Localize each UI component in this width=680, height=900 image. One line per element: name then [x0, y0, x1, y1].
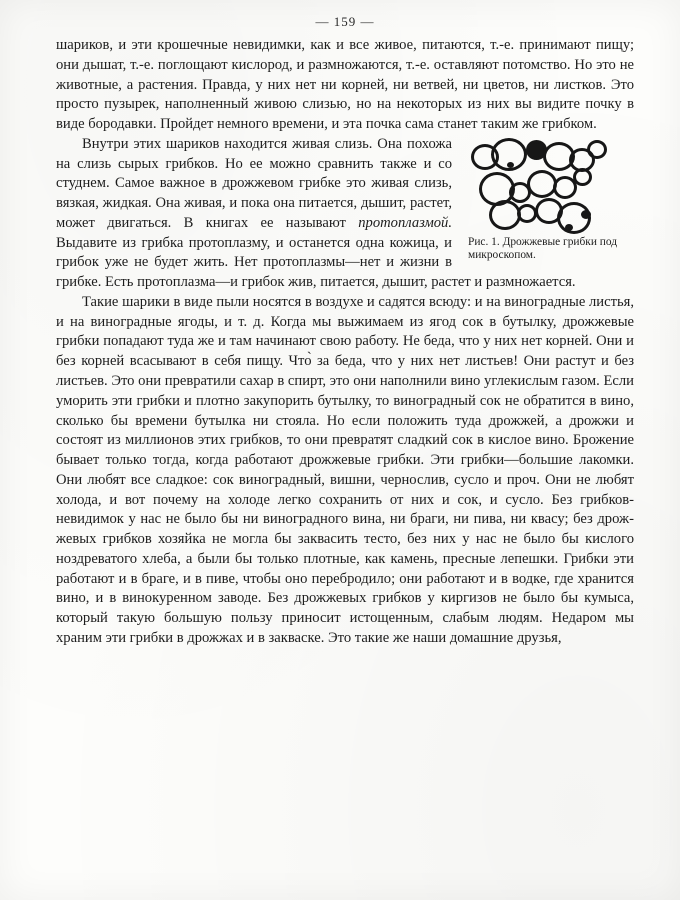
paragraph-2-tail: Выдавите из грибка протоплазму, и останется одна кожица, и грибок уже не будет жить. Нет протоплазмы—нет и жизни в грибке. Есть протоплазма—и грибок жив, питается, дышит, растет и размножается.: [56, 234, 576, 291]
page-body: [56, 36, 634, 649]
figure-caption: Рис. 1. Дрожжевые грибки под микроскопом.: [468, 235, 618, 262]
yeast-microscope-illustration: [469, 138, 629, 233]
paragraph-1: шариков, и эти крошечные невидимки, как и все живое, питаются, т.-е. принимают пищу; они дышат, т.-е. поглощают кислород, и размножаются, т.-е. оставляют потомство. Но это не животные, а растения. Правда, у них нет ни корней, ни ветвей, ни цветов, ни листков. Это просто пузырек, наполненный живою слизью, но на некоторых из них вы видите почку в виде бородавки. Пройдет немного времени, и эта почка сама станет таким же грибком.: [56, 37, 634, 133]
term-protoplasm: протоплазмой.: [358, 214, 452, 231]
paragraph-3: Такие шарики в виде пыли носятся в воздухе и садятся всюду: и на виноградные листья, и на виноградные ягоды, и т. д. Когда мы выжимаем из ягод сок в бутылку, дрожжевые грибки попадают туда же и там начинают свою работу. Не беда, что у них нет корней. Они и без корней всасывают в себя пищу. Что̀ за беда, что у них нет листьев! Они растут и без листьев. Это они превратили сахар в спирт, это они наполнили вино углекислым газом. Если уморить эти грибки и плотно закупорить бутылку, то виноградный сок не обратится в вино, сколько бы времени бутылка ни стояла. Но если положить туда дрожжей, а дрожжи и состоят из миллионов этих грибков, то они превратят сладкий сок в кислое вино. Брожение бывает только тогда, когда работают дрожжевые грибки. Эти грибки—большие лакомки. Они любят все сладкое: сок виноградный, вишни, чернослив, сусло и проч. Они не любят холода, и вот почему на холоде легко сохранить от них и сок, и сусло. Без грибков-невидимок у нас не было бы ни виноградного вина, ни браги, ни пива, ни квасу; без дрожжевых грибков хозяйка не могла бы заквасить тесто, без них у нас не было бы кислого ноздреватого хлеба, а были бы только плотные, как камень, пресные лепешки. Грибки эти работают и в браге, и в пиве, чтобы оно перебродило; они работают и в водке, где хранится вино, и в винокуренном заводе. Без дрожжевых грибков у киргизов не было бы кумыса, который такую большую пользу приносит истощенным, слабым людям. Недаром мы храним эти грибки в дрожжах и в закваске. Это такие же наши домашние друзья,: [56, 293, 634, 646]
page-number: — 159 —: [315, 14, 375, 29]
figure-block: [464, 138, 634, 263]
paragraph-2-lead: Внутри этих шариков находится живая слизь. Она похожа на слизь сырых грибков. Но ее можно сравнить также и со студнем. Самое важное в дрожжевом грибке это живая слизь, вязкая, жидкая. Она живая, и пока она питается, дышит, растет, может двигаться. В книгах ее называют: [56, 135, 452, 231]
